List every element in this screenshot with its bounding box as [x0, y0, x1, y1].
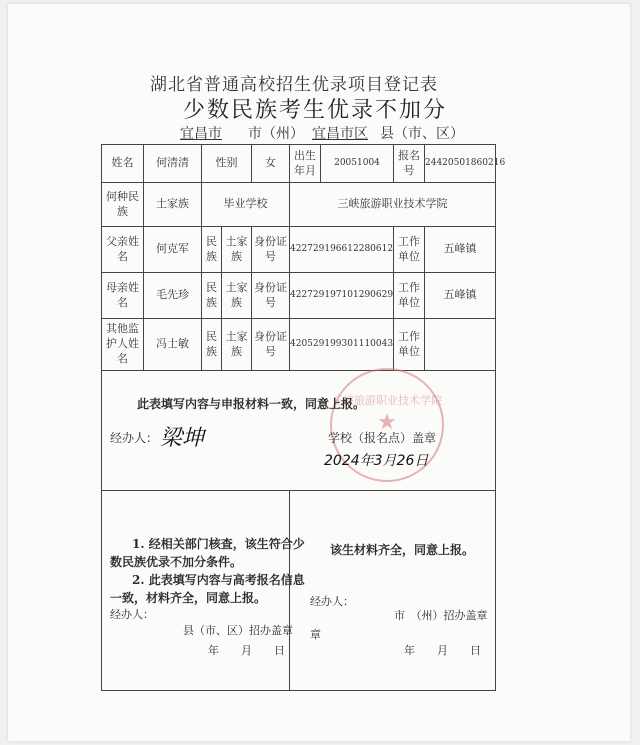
- school-statement: 此表填写内容与申报材料一致，同意上报。: [137, 397, 366, 411]
- name-label: 姓名: [102, 145, 144, 183]
- school-label: 毕业学校: [202, 183, 290, 227]
- other-ethnicity: 土家族: [222, 319, 252, 371]
- form-title: 湖北省普通高校招生优录项目登记表: [150, 75, 438, 95]
- mother-label: 母亲姓名: [102, 273, 144, 319]
- city-handler-label: 经办人：: [310, 595, 354, 608]
- father-id: 422729196612280612: [290, 227, 394, 273]
- county-handler-label: 经办人：: [110, 608, 154, 621]
- birth-value: 20051004: [321, 145, 394, 183]
- county-line-2a: 2. 此表填写内容与高考报名信息: [132, 573, 305, 587]
- mother-id-label: 身份证号: [252, 273, 290, 319]
- form-subtitle: 少数民族考生优录不加分: [183, 98, 448, 123]
- county-line-1a: 1. 经相关部门核查，该生符合少: [132, 537, 305, 551]
- county-line-2b: 一致，材料齐全，同意上报。: [110, 591, 267, 605]
- mother-unit-label: 工作单位: [394, 273, 425, 319]
- other-unit-label: 工作单位: [394, 319, 425, 371]
- county-seal-label: 县（市、区）招办盖章: [183, 624, 293, 637]
- county-date-label: 年 月 日: [208, 644, 285, 657]
- city-value: 宜昌市: [180, 126, 222, 142]
- mother-ethnicity-label: 民族: [202, 273, 222, 319]
- other-guardian-name: 冯士敏: [144, 319, 202, 371]
- county-value: 宜昌市区: [312, 126, 368, 142]
- city-label: 市（州）: [248, 126, 304, 142]
- ethnicity-value: 土家族: [144, 183, 202, 227]
- father-name: 何克军: [144, 227, 202, 273]
- school-date: 2024年3月26日: [324, 453, 429, 469]
- city-seal-char: 章: [310, 628, 321, 641]
- mother-ethnicity: 土家族: [222, 273, 252, 319]
- mother-id: 422729197101290629: [290, 273, 394, 319]
- other-id-label: 身份证号: [252, 319, 290, 371]
- school-seal-label: 学校（报名点）盖章: [328, 431, 437, 445]
- mother-unit: 五峰镇: [425, 273, 496, 319]
- stamp-star-icon: ★: [377, 410, 397, 435]
- city-statement: 该生材料齐全，同意上报。: [330, 543, 475, 557]
- reg-value: 24420501860216: [425, 145, 496, 183]
- county-label: 县（市、区）: [380, 126, 464, 142]
- county-line-1b: 数民族优录不加分条件。: [110, 555, 243, 569]
- other-ethnicity-label: 民族: [202, 319, 222, 371]
- handler-signature: 梁坤: [160, 426, 205, 451]
- reg-label: 报名号: [394, 145, 425, 183]
- father-unit-label: 工作单位: [394, 227, 425, 273]
- father-id-label: 身份证号: [252, 227, 290, 273]
- mother-name: 毛先珍: [144, 273, 202, 319]
- father-ethnicity: 土家族: [222, 227, 252, 273]
- city-approval-box: [290, 491, 496, 691]
- father-unit: 五峰镇: [425, 227, 496, 273]
- other-id: 420529199301110043: [290, 319, 394, 371]
- other-unit: [425, 319, 496, 371]
- ethnicity-label: 何种民族: [102, 183, 144, 227]
- name-value: 何清清: [144, 145, 202, 183]
- school-value: 三峡旅游职业技术学院: [290, 183, 496, 227]
- city-seal-label: 市 （州）招办盖章: [394, 609, 488, 622]
- gender-label: 性别: [202, 145, 252, 183]
- birth-label: 出生年月: [290, 145, 321, 183]
- city-date-label: 年 月 日: [404, 644, 481, 657]
- school-handler-label: 经办人：: [110, 431, 159, 445]
- other-guardian-label: 其他监护人姓名: [102, 319, 144, 371]
- father-ethnicity-label: 民族: [202, 227, 222, 273]
- father-label: 父亲姓名: [102, 227, 144, 273]
- stamp-text: 三峡旅游职业技术学院: [332, 394, 442, 407]
- gender-value: 女: [252, 145, 290, 183]
